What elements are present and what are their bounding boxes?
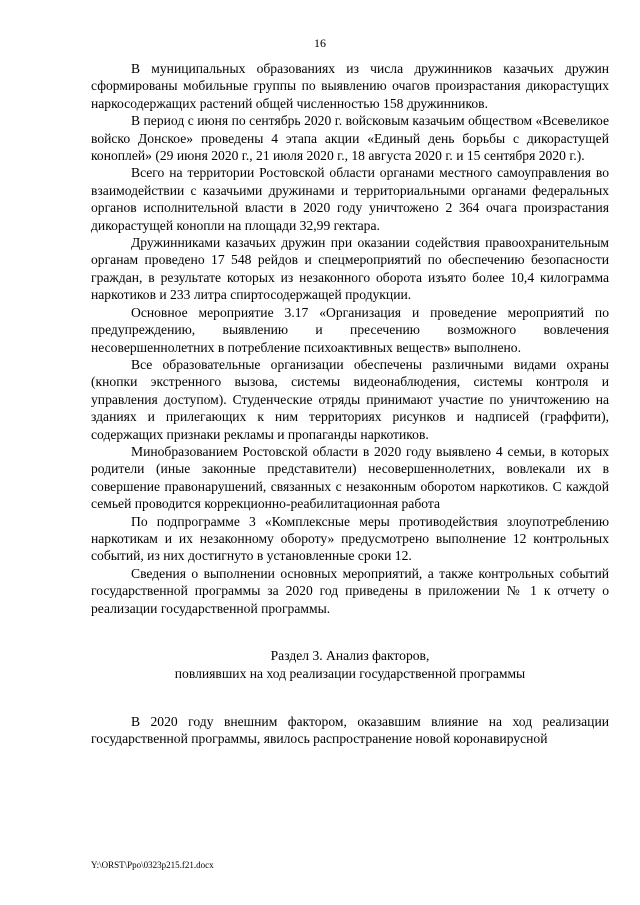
section-heading	[91, 647, 609, 683]
paragraph: Всего на территории Ростовской области органами местного самоуправления во взаимодействии с казачьими дружинами и территориальными органами федеральных органов исполнительной власти в 2020 году уничтожено 2 364 очага произрастания дикорастущей конопли на площади 32,99 гектара.	[91, 165, 609, 233]
paragraph: В период с июня по сентябрь 2020 г. войсковым казачьим обществом «Всевеликое войско Донское» проведены 4 этапа акции «Единый день борьбы с дикорастущей коноплей» (29 июня 2020 г., 21 июля 2020 г., 18 августа 2020 г. и 15 сентября 2020 г.).	[91, 113, 609, 164]
page-number: 16	[314, 36, 326, 50]
section-heading-line1: Раздел 3. Анализ факторов,	[270, 648, 430, 663]
paragraph: В муниципальных образованиях из числа дружинников казачьих дружин сформированы мобильные группы по выявлению очагов произрастания дикорастущих наркосодержащих растений общей численностью 158 дружинников.	[91, 61, 609, 111]
document-body	[91, 60, 609, 748]
paragraph: Дружинниками казачьих дружин при оказании содействия правоохранительным органам проведено 17 548 рейдов и спецмероприятий по обеспечению безопасности граждан, в результате которых из незаконного оборота изъято более 10,4 килограмма наркотиков и 233 литра спиртосодержащей продукции.	[91, 235, 609, 303]
section-heading-line2: повлиявших на ход реализации государственной программы	[174, 666, 526, 681]
footer-file-path: Y:\ORST\Ppo\0323p215.f21.docx	[91, 860, 214, 870]
paragraph: По подпрограмме 3 «Комплексные меры противодействия злоупотреблению наркотикам и их незаконному обороту» предусмотрено выполнение 12 контрольных событий, из них достигнуто в установленные сроки 12.	[91, 513, 609, 564]
paragraph: Минобразованием Ростовской области в 2020 году выявлено 4 семьи, в которых родители (иные законные представители) несовершеннолетних, вовлекали их в совершение правонарушений, связанных с незаконным оборотом наркотиков. С каждой семьей проводится коррекционно-реабилитационная работа	[91, 443, 609, 512]
paragraph: В 2020 году внешним фактором, оказавшим влияние на ход реализации государственной программы, явилось распространение новой коронавирусной	[91, 714, 609, 747]
paragraph: Все образовательные организации обеспечены различными видами охраны (кнопки экстренного вызова, системы видеонаблюдения, системы контроля и управления доступом). Студенческие отряды принимают участие по уничтожению на зданиях и прилегающих к ним территориях рисунков и надписей (граффити), содержащих признаки рекламы и пропаганды наркотиков.	[91, 356, 609, 442]
paragraph: Сведения о выполнении основных мероприятий, а также контрольных событий государственной программы за 2020 год приведены в приложении № 1 к отчету о реализации государственной программы.	[91, 565, 609, 616]
paragraph: Основное мероприятие 3.17 «Организация и проведение мероприятий по предупреждению, выявлению и пресечению возможного вовлечения несовершеннолетних в потребление психоактивных веществ» выполнено.	[91, 304, 609, 355]
